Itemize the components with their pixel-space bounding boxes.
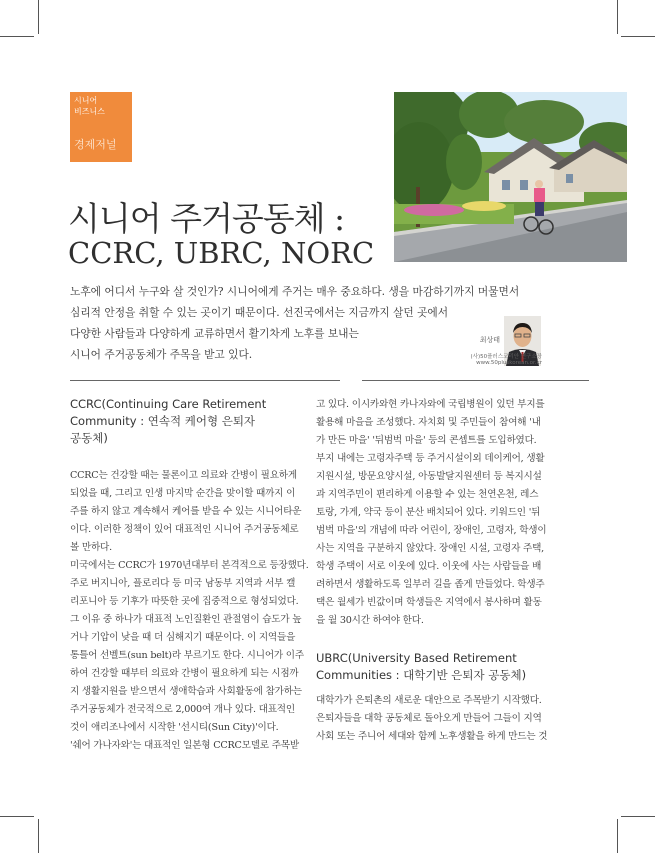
body-line: 가 만든 마을' '뒤범벅 마을' 등의 콘셉트를 도입하였다.: [316, 435, 537, 446]
crop-mark: [617, 0, 618, 34]
body-line: 학생 주택이 서로 이웃에 있다. 이웃에 사는 사람들을 배: [316, 561, 542, 572]
heading-line: 공동체): [70, 431, 108, 445]
body-line: 지 생활지원을 받으면서 생애학습과 사회활동에 참가하는: [70, 686, 302, 697]
body-line: 거나 기압이 낮을 때 더 심해지기 때문이다. 이 지역들을: [70, 632, 296, 643]
page-title-line2: CCRC, UBRC, NORC: [68, 236, 375, 270]
body-line: 범벅 마을'의 개념에 따라 어린이, 장애인, 고령자, 학생이: [316, 525, 547, 536]
crop-mark: [621, 36, 655, 37]
section-tag-line2: 비즈니스: [74, 107, 105, 116]
heading-line: Community : 연속적 케어형 은퇴자: [70, 414, 256, 428]
body-line: 과 지역주민이 편리하게 이용할 수 있는 천연온천, 레스: [316, 489, 539, 500]
author-title: (사)50플러스코리안 연구소장: [470, 354, 542, 360]
right-column-body: [316, 396, 588, 636]
section-heading-ubrc: [316, 650, 526, 684]
body-line: 은퇴자들을 대학 공동체로 돌아오게 만들어 그들이 지역: [316, 713, 542, 724]
body-line: 주를 하지 않고 계속해서 케어를 받을 수 있는 시니어타운: [70, 506, 302, 517]
lead-line: 심리적 안정을 취할 수 있는 곳이기 때문이다. 선진국에서는 지금까지 살던 곳에서: [70, 306, 449, 319]
body-line: 활용해 마을을 조성했다. 자치회 및 주민들이 참여해 '내: [316, 417, 541, 428]
body-line: 되었을 때, 그리고 인생 마지막 순간을 맞이할 때까지 이: [70, 488, 296, 499]
left-column-body: [70, 467, 342, 757]
section-heading-ccrc: [70, 396, 266, 447]
lead-line: 다양한 사람들과 다양하게 교류하면서 활기차게 노후를 보내는: [70, 327, 359, 340]
body-line: 것이 애리조나에서 시작한 '선시티(Sun City)'이다.: [70, 722, 279, 733]
divider: [362, 380, 589, 381]
body-line: 이다. 이러한 정책이 있어 대표적인 시니어 주거공동체로: [70, 524, 299, 535]
body-line: '쉐어 가나자와'는 대표적인 일본형 CCRC모델로 주목받: [70, 740, 299, 751]
lead-line: 노후에 어디서 누구와 살 것인가? 시니어에게 주거는 매우 중요하다. 생을 마감하기까지 머물면서: [70, 285, 520, 298]
body-line: 토랑, 가게, 약국 등이 분산 배치되어 있다. 키워드인 '뒤: [316, 507, 541, 518]
body-line: 주로 버지니아, 플로리다 등 미국 남동부 지역과 서부 캘: [70, 578, 296, 589]
crop-mark: [0, 816, 34, 817]
heading-line: CCRC(Continuing Care Retirement: [70, 397, 267, 411]
body-line: 사는 지역을 구분하지 않았다. 장애인 시설, 고령자 주택,: [316, 543, 544, 554]
body-line: 주거공동체가 전국적으로 2,000여 개나 있다. 대표적인: [70, 704, 295, 715]
body-line: 사회 또는 주니어 세대와 함께 노후생활을 하게 만드는 것: [316, 731, 548, 742]
right-column-body-2: [316, 692, 588, 752]
body-line: 미국에서는 CCRC가 1970년대부터 본격적으로 등장했다.: [70, 560, 309, 571]
body-line: 대학가가 은퇴촌의 새로운 대안으로 주목받기 시작했다.: [316, 695, 542, 706]
heading-line: Communities : 대학기반 은퇴자 공동체): [316, 668, 527, 682]
section-tag-line1: 시니어: [74, 96, 98, 105]
lead-line: 시니어 주거공동체가 주목을 받고 있다.: [70, 348, 253, 361]
header-photo: [394, 92, 627, 262]
crop-mark: [621, 816, 655, 817]
body-line: 부지 내에는 고령자주택 등 주거시설이외 데이케어, 생활: [316, 453, 545, 464]
body-line: 볼 만하다.: [70, 542, 112, 553]
crop-mark: [617, 819, 618, 853]
body-line: 리포니아 등 기후가 따뜻한 곳에 집중적으로 형성되었다.: [70, 596, 299, 607]
body-line: 고 있다. 이시카와현 카나자와에 국립병원이 있던 부지를: [316, 399, 545, 410]
body-line: 지원시설, 방문요양시설, 아동발달지원센터 등 복지시설: [316, 471, 542, 482]
author-url: www.50pluskorean.or.kr: [476, 360, 542, 366]
body-line: 려하면서 생활하도록 일부러 길을 좁게 만들었다. 학생주: [316, 579, 545, 590]
body-line: CCRC는 건강할 때는 물론이고 의료와 간병이 필요하게: [70, 470, 297, 481]
page-title-line1: 시니어 주거공동체 :: [68, 199, 345, 238]
body-line: 통틀어 선벨트(sun belt)라 부르기도 한다. 시니어가 이주: [70, 650, 304, 661]
crop-mark: [38, 0, 39, 34]
divider: [70, 380, 340, 381]
heading-line: UBRC(University Based Retirement: [316, 651, 517, 665]
body-line: 그 이유 중 하나가 대표적 노인질환인 관절염이 습도가 높: [70, 614, 302, 625]
crop-mark: [0, 36, 34, 37]
section-tag: [70, 92, 132, 162]
series-name: 경제저널: [74, 138, 117, 151]
body-line: 택은 월세가 빈값이며 학생들은 지역에서 봉사하며 활동: [316, 597, 542, 608]
crop-mark: [38, 819, 39, 853]
author-name: 최상태: [479, 336, 500, 344]
body-line: 을 월 30시간 하여야 한다.: [316, 615, 424, 626]
body-line: 하여 건강할 때부터 의료와 간병이 필요하게 되는 시점까: [70, 668, 299, 679]
